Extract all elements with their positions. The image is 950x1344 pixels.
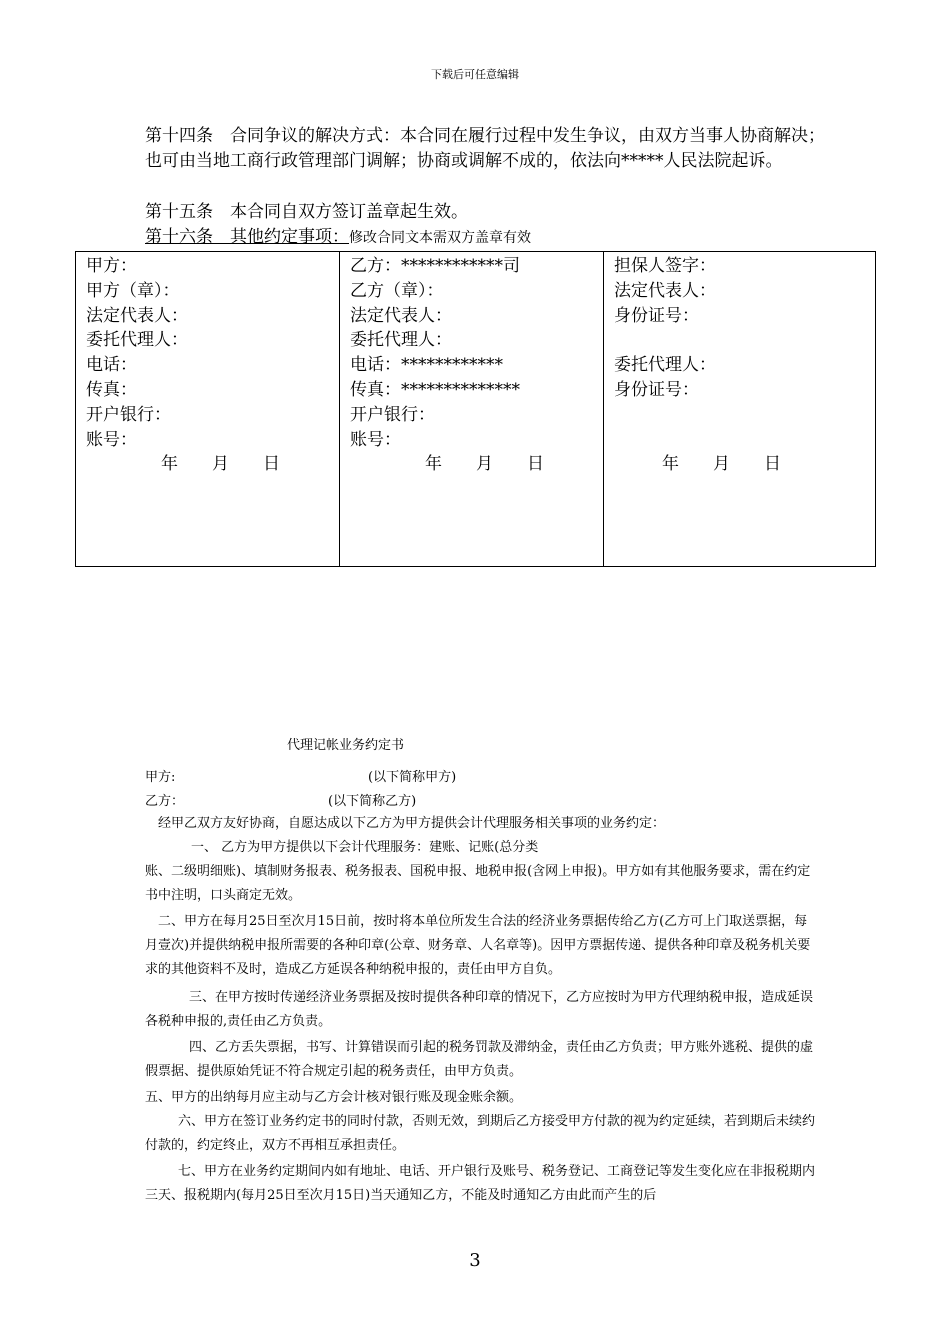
party-b-label: 乙方： xyxy=(145,794,185,809)
guarantor-line: 身份证号： xyxy=(614,379,699,400)
party-b-line: 乙方：************司 xyxy=(350,256,520,276)
clause-6: 六、甲方在签订业务约定书的同时付款，否则无效，到期后乙方接受甲方付款的视为约定延续，若到期后未续约付款的，约定终止，双方不再相互承担责任。 xyxy=(145,1114,816,1153)
guarantor-spacer xyxy=(614,403,875,428)
clause-2: 二、甲方在每月25日至次月15日前，按时将本单位所发生合法的经济业务票据传给乙方(乙方可上门取送票据，每月壹次)并提供纳税申报所需要的各种印章(公章、财务章、人名章等)。因甲方票据传递、提供各种印章及税务机关要求的其他资料不及时，造成乙方延误各种纳税申报的，责任由甲方自负。 xyxy=(145,914,811,977)
guarantor-line: 身份证号： xyxy=(614,305,699,326)
guarantor-cell xyxy=(604,252,876,567)
party-b-date: 年 月 日 xyxy=(425,454,544,475)
clause-1-head: 一、 乙方为甲方提供以下会计代理服务：建账、记账(总分类 xyxy=(191,840,539,855)
party-b-line: 委托代理人： xyxy=(350,330,452,351)
agreement-intro: 经甲乙双方友好协商，自愿达成以下乙方为甲方提供会计代理服务相关事项的业务约定： xyxy=(158,816,666,831)
agreement-title: 代理记帐业务约定书 xyxy=(287,738,405,753)
party-b-line: 电话：************ xyxy=(350,355,503,376)
party-a-note: (以下简称甲方) xyxy=(368,770,457,785)
clause-5: 五、甲方的出纳每月应主动与乙方会计核对银行账及现金账余额。 xyxy=(145,1090,523,1105)
party-a-line: 账号： xyxy=(86,429,137,450)
party-b-note: (以下简称乙方) xyxy=(328,794,417,809)
clause-1-body: 账、二级明细账)、填制财务报表、税务报表、国税申报、地税申报(含网上申报)。甲方如有其他服务要求，需在约定书中注明，口头商定无效。 xyxy=(145,864,811,903)
party-a-date: 年 月 日 xyxy=(161,454,280,475)
party-a-cell xyxy=(76,252,340,567)
clause-7: 七、甲方在业务约定期间内如有地址、电话、开户银行及账号、税务登记、工商登记等发生变化应在非报税期内三天、报税期内(每月25日至次月15日)当天通知乙方，不能及时通知乙方由此而产生的后 xyxy=(145,1164,816,1203)
guarantor-date: 年 月 日 xyxy=(662,454,781,475)
article-14: 第十四条 合同争议的解决方式：本合同在履行过程中发生争议，由双方当事人协商解决；也可由当地工商行政管理部门调解；协商或调解不成的，依法向*****人民法院起诉。 xyxy=(145,126,825,171)
party-b-line: 开户银行： xyxy=(350,404,435,425)
party-a-line: 委托代理人： xyxy=(86,330,188,351)
guarantor-spacer xyxy=(614,428,875,453)
party-b-cell xyxy=(340,252,604,567)
party-a-line: 法定代表人： xyxy=(86,305,188,326)
party-a-line: 开户银行： xyxy=(86,404,171,425)
clause-3: 三、在甲方按时传递经济业务票据及按时提供各种印章的情况下，乙方应按时为甲方代理纳税申报，造成延误各税种申报的,责任由乙方负责。 xyxy=(145,990,814,1029)
party-a-line: 电话： xyxy=(86,355,137,376)
party-a-line: 传真： xyxy=(86,379,137,400)
clause-4: 四、乙方丢失票据，书写、计算错误而引起的税务罚款及滞纳金，责任由乙方负责；甲方账外逃税、提供的虚假票据、提供原始凭证不符合规定引起的税务责任，由甲方负责。 xyxy=(145,1040,814,1079)
signature-table xyxy=(75,251,876,567)
article-16-label: 第十六条 其他约定事项： xyxy=(145,227,349,247)
header-note: 下载后可任意编辑 xyxy=(431,68,519,81)
party-b-line: 传真：************** xyxy=(350,379,520,400)
party-a-line: 甲方： xyxy=(86,256,137,276)
party-a-line: 甲方（章）： xyxy=(86,280,180,301)
article-16-text: 修改合同文本需双方盖章有效 xyxy=(349,230,531,246)
party-b-line: 乙方（章）： xyxy=(350,280,444,301)
guarantor-spacer xyxy=(614,328,875,353)
party-b-line: 法定代表人： xyxy=(350,305,452,326)
party-a-label: 甲方: xyxy=(145,770,176,785)
guarantor-line: 委托代理人： xyxy=(614,355,716,376)
article-16 xyxy=(145,225,825,251)
guarantor-line: 法定代表人： xyxy=(614,280,716,301)
article-15: 第十五条 本合同自双方签订盖章起生效。 xyxy=(145,202,468,222)
guarantor-line: 担保人签字： xyxy=(614,256,716,276)
party-b-line: 账号： xyxy=(350,429,401,450)
page-number: 3 xyxy=(469,1250,481,1271)
